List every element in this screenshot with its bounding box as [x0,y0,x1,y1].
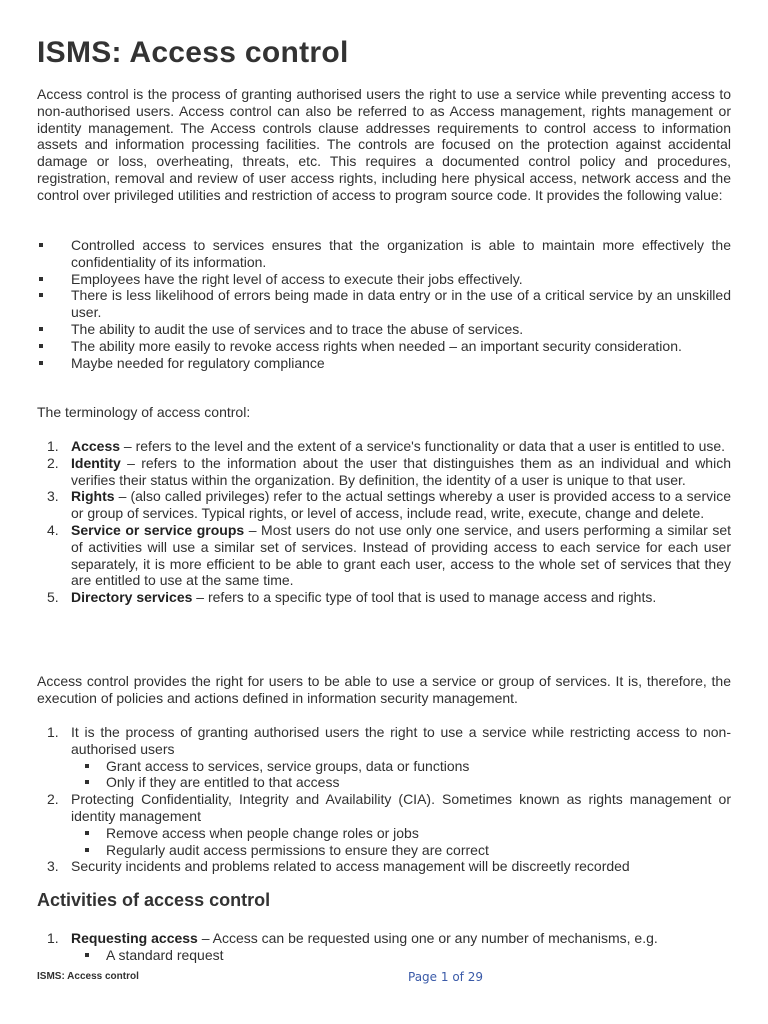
intro-paragraph: Access control is the process of granting authorised users the right to use a service while preventing access to non-authorised users. Access control can also be referred to as Access management, rights management or identity management. The Access controls clause addresses requirements to control access to information assets and information processing facilities. The controls are focused on the protection against accidental damage or loss, overheating, threats, etc. This requires a documented control policy and procedures, registration, removal and review of user access rights, including here physical access, network access and the control over privileged utilities and restriction of access to program source code. It provides the following value: [37,86,731,203]
list-item: 1. Requesting access – Access can be requested using one or any number of mechanisms, e.g. A standard request [37,930,731,964]
bullet-icon [39,243,43,247]
sub-bullet-list [71,825,731,859]
bullet-icon [39,277,43,281]
list-item: The ability more easily to revoke access rights when needed – an important security consideration. [37,338,731,355]
bullet-icon [85,764,89,768]
list-item: The ability to audit the use of services and to trace the abuse of services. [37,321,731,338]
sub-bullet-list [71,758,731,792]
bullet-icon [39,327,43,331]
list-item: 1. Access – refers to the level and the extent of a service's functionality or data that a user is entitled to use. [47,438,726,454]
bullet-icon [85,953,89,957]
list-item: 2. Identity – refers to the information about the user that distinguishes them as an individual and which verifies their status within the organization. By definition, the identity of a user is unique to that user. [47,454,731,488]
list-item: Employees have the right level of access to execute their jobs effectively. [37,271,731,288]
list-item: Only if they are entitled to that access [71,774,731,791]
list-item: 4. Service or service groups – Most users do not use only one service, and users performing a similar set of activities will use a similar set of services. Instead of providing access to each service for each user separately, it is more efficient to be able to grant each user, access to the whole set of services that they are entitled to use at the same time. [47,521,732,589]
list-item: 3. Security incidents and problems related to access management will be discreetly recorded [47,858,630,875]
list-item: Remove access when people change roles or jobs [71,825,731,842]
bullet-icon [85,848,89,852]
list-item: Controlled access to services ensures that the organization is able to maintain more effectively the confidentiality of its information. [37,237,731,271]
bullet-icon [39,344,43,348]
list-item: 5. Directory services – refers to a specific type of tool that is used to manage access and rights. [47,589,657,606]
list-item: There is less likelihood of errors being made in data entry or in the use of a critical service by an unskilled user. [37,287,731,321]
bullet-icon [85,831,89,835]
purpose-list [37,724,731,875]
terms-list [37,438,731,606]
list-item: 1. It is the process of granting authorised users the right to use a service while restricting access to non-authorised users Grant access to services, service groups, data or functions Only if they are entitled to that access [47,724,731,791]
provides-paragraph: Access control provides the right for users to be able to use a service or group of services. It is, therefore, the execution of policies and actions defined in information security management. [37,673,731,706]
list-item: A standard request [71,947,731,964]
bullet-icon [39,361,43,365]
page-title: ISMS: Access control [37,36,349,69]
list-item: Maybe needed for regulatory compliance [37,355,731,372]
sub-bullet-list [71,947,731,964]
page-number: Page 1 of 29 [408,970,483,984]
bullet-icon [39,293,43,297]
list-item: 2. Protecting Confidentiality, Integrity and Availability (CIA). Sometimes known as rights management or identity management Remove access when people change roles or jobs Regularly audit access permissions to ensure they are correct [47,791,731,858]
bullet-icon [85,780,89,784]
list-item: Grant access to services, service groups, data or functions [71,758,731,775]
activities-list [37,930,731,964]
terminology-heading: The terminology of access control: [37,404,251,420]
value-bullet-list [37,237,731,371]
list-item: 3. Rights – (also called privileges) refer to the actual settings whereby a user is provided access to a service or group of services. Typical rights, or level of access, include read, write, execute, change and delete. [47,488,731,522]
section-heading: Activities of access control [37,890,271,910]
footer-title: ISMS: Access control [37,971,139,982]
list-item: Regularly audit access permissions to ensure they are correct [71,842,731,859]
